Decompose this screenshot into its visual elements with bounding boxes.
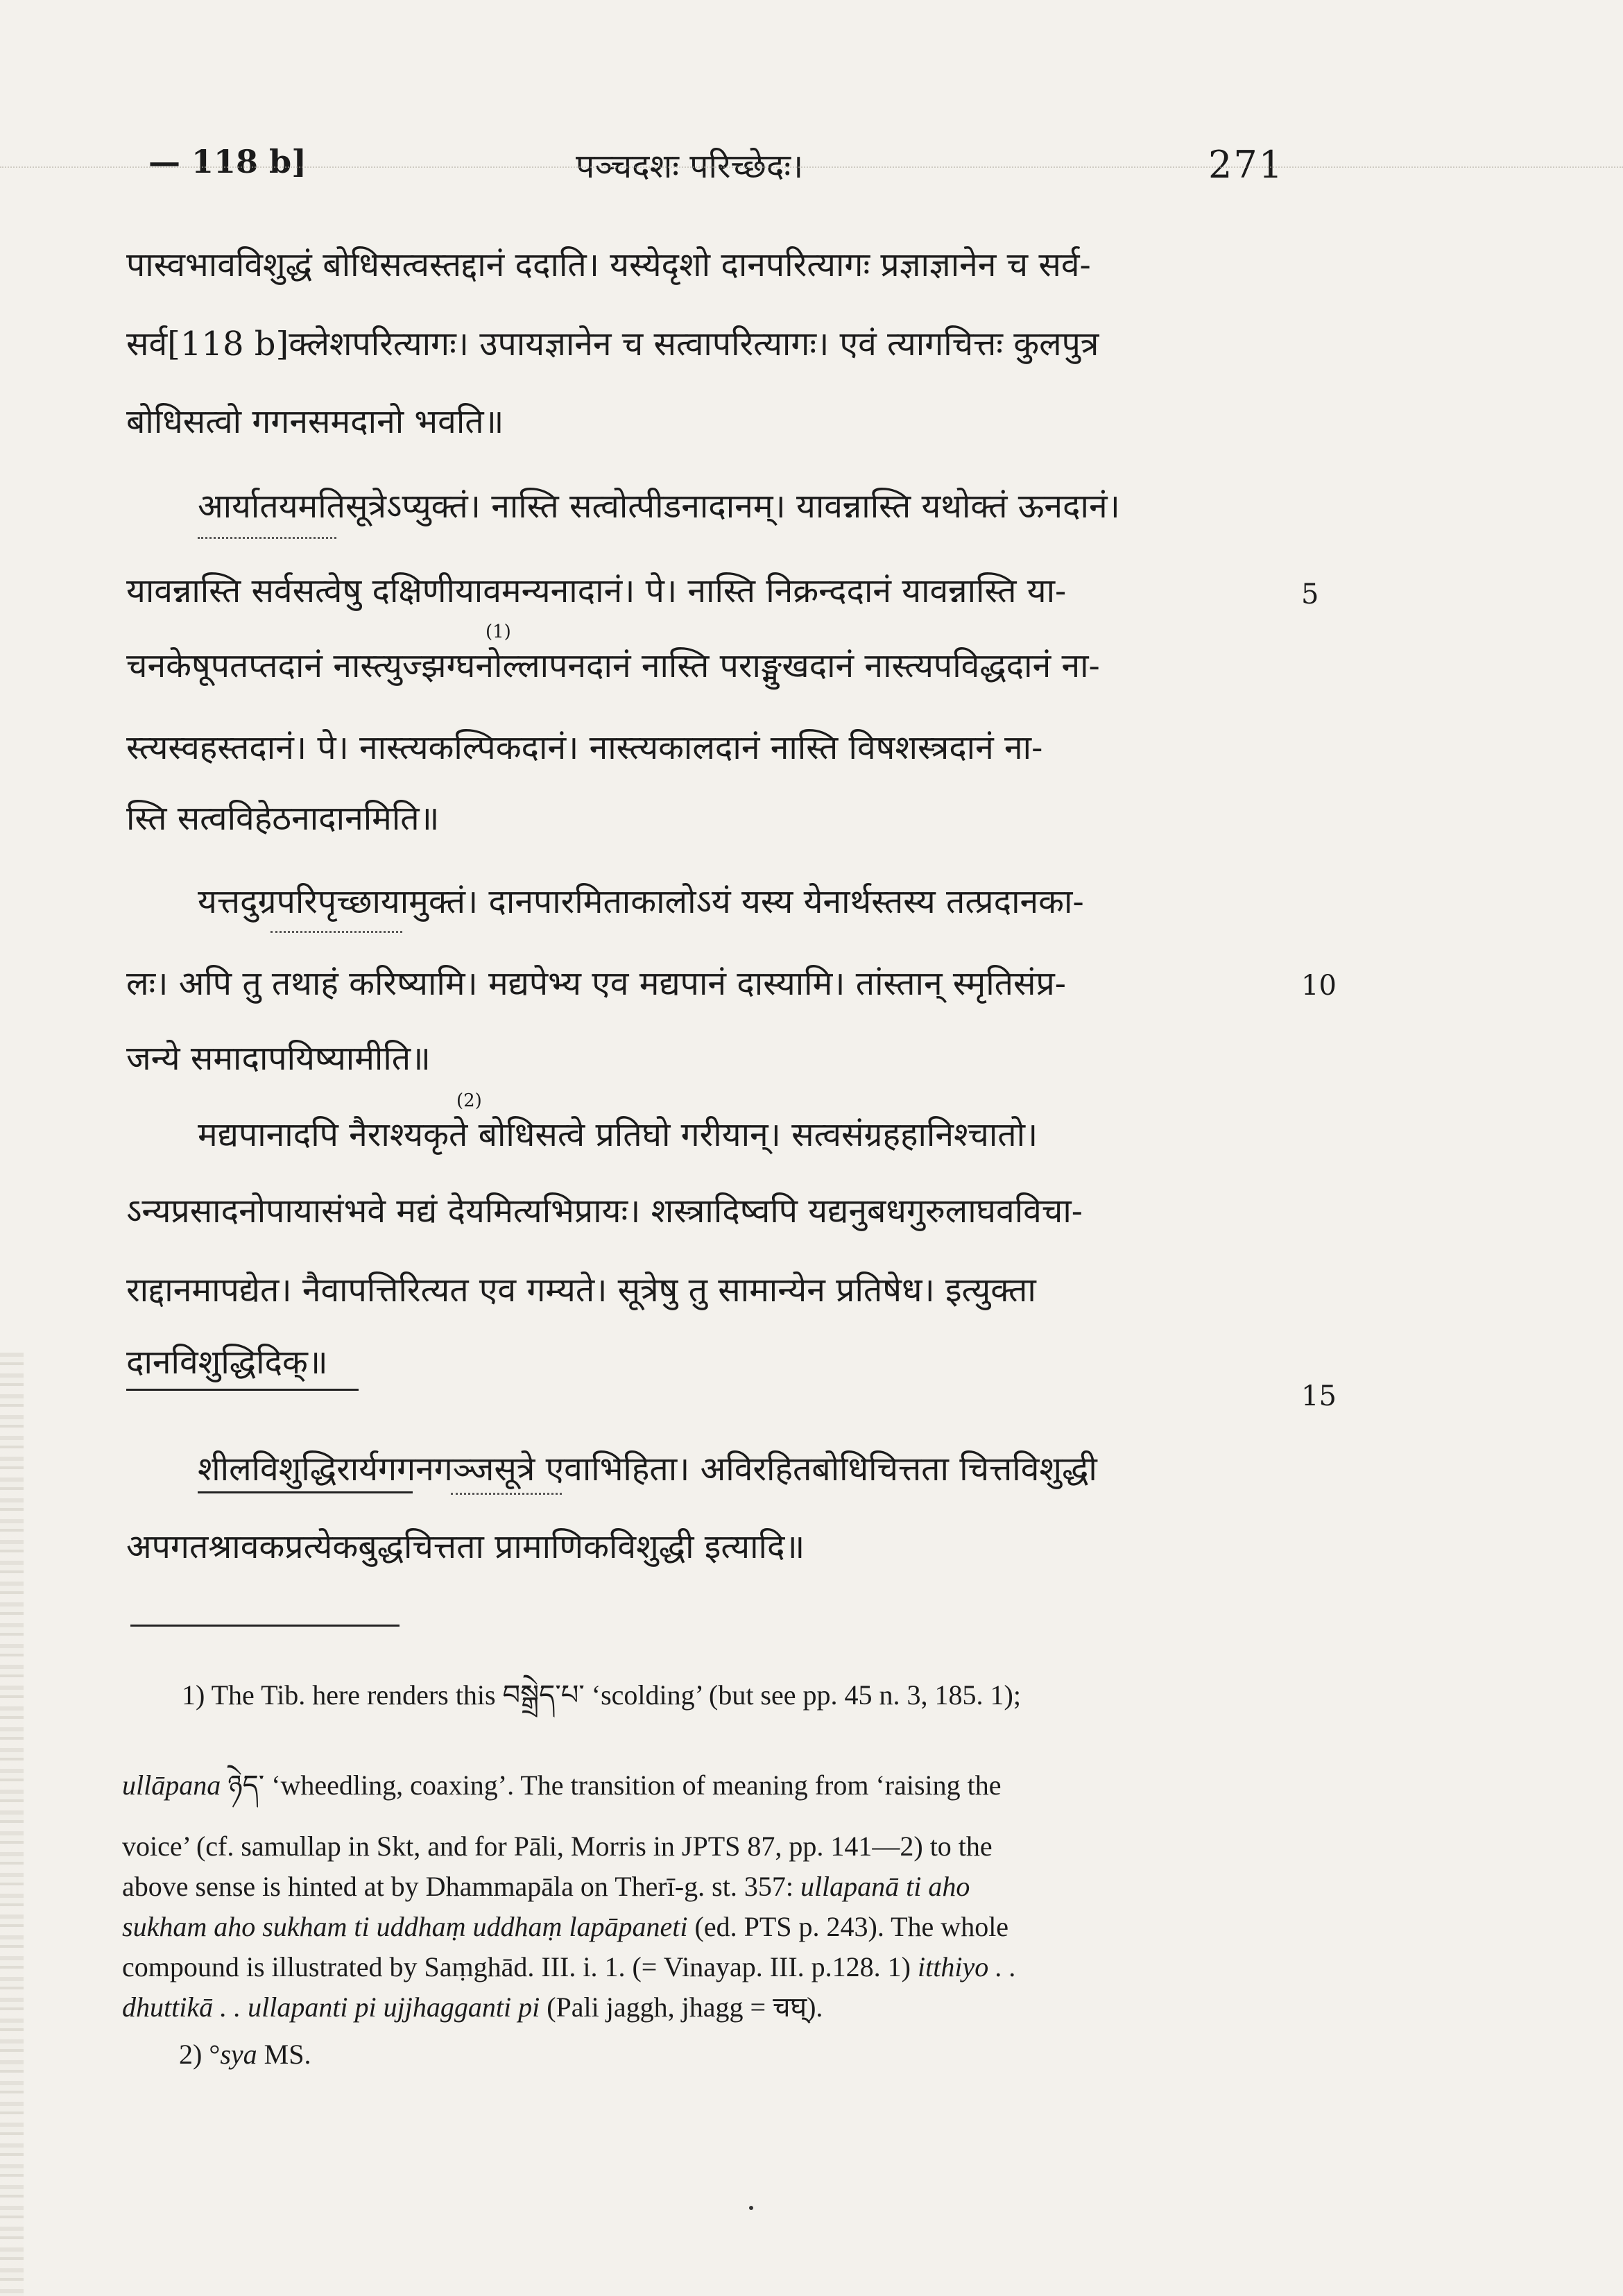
footnote-line [122,1948,1287,1987]
header-rule [0,166,1623,168]
text-line: यावन्नास्ति सर्वसत्वेषु दक्षिणीयावमन्यनादानं। पे। नास्ति निक्रन्ददानं यावन्नास्ति या- [126,572,1067,610]
text-line: आर्यातयमतिसूत्रेऽप्युक्तं। नास्ति सत्वोत्पीडनादानम्। यावन्नास्ति यथोक्तं ऊनदानं। [198,487,1120,526]
footnote-separator [130,1625,400,1627]
line-number: 15 [1301,1380,1337,1412]
text-line: शीलविशुद्धिरार्यगगनगञ्जसूत्रे एवाभिहिता। अविरहितबोधिचित्तता चित्तविशुद्धी [198,1450,1097,1489]
text-line: सर्व[118 b]क्लेशपरित्यागः। उपायज्ञानेन च सत्वापरित्यागः। एवं त्यागचित्तः कुलपुत्र [126,325,1099,363]
page-edge-shadow [0,1353,24,2296]
footnote-text: ཉེད་ ‘wheedling, coaxing’. The transition of meaning from ‘raising the [221,1770,1002,1801]
text-line: दानविशुद्धिदिक्॥ [126,1343,328,1382]
text-line: यत्तदुग्रपरिपृच्छायामुक्तं। दानपारमिताकालोऽयं यस्य येनार्थस्तस्य तत्प्रदानका- [198,882,1084,921]
text-line: अपगतश्रावकप्रत्येकबुद्धचित्तता प्रामाणिकविशुद्धी इत्यादि॥ [126,1527,805,1566]
text-line: राद्दानमापद्येत। नैवापत्तिरित्यत एव गम्यते। सूत्रेषु तु सामान्येन प्रतिषेध। इत्युक्ता [126,1271,1036,1310]
text-line: मद्यपानादपि नैराश्यकृते बोधिसत्वे प्रतिघो गरीयान्। सत्वसंग्रहहानिश्चातो। [198,1115,1038,1154]
footnote-text: 2) ° [179,2039,221,2070]
text-line: जन्ये समादापयिष्यामीति॥ [126,1039,431,1078]
footnote-marker: (1) [486,622,511,642]
footnote-italic: ullāpana [122,1770,221,1801]
footnote-marker: (2) [456,1090,482,1111]
footnote-italic: ullapanā ti aho [800,1871,970,1902]
footnote-line [122,1766,1287,1805]
footnote-text: (Pali jaggh, jhagg = चघ्). [540,1991,823,2023]
footnote-italic: sya [220,2039,257,2070]
line-number: 10 [1301,970,1337,1002]
text-line: ऽन्यप्रसादनोपायासंभवे मद्यं देयमित्यभिप्रायः। शस्त्रादिष्वपि यद्यनुबधगुरुलाघवविचा- [126,1192,1083,1231]
footnote-text: compound is illustrated by Saṃghād. III. i. 1. (= Vinayap. III. p.128. 1) [122,1951,918,1982]
footnote-line [122,1908,1287,1946]
underline [198,1491,413,1493]
footnote-line: voice’ (cf. samullap in Skt, and for Pāli, Morris in JPTS 87, pp. 141—2) to the [122,1831,993,1862]
wavy-underline [451,1493,562,1495]
text-line: पास्वभावविशुद्धं बोधिसत्वस्तद्दानं ददाति। यस्येदृशो दानपरित्यागः प्रज्ञाज्ञानेन च सर्व- [126,246,1091,284]
header-chapter-title: पञ्चदशः परिच्छेदः। [576,147,804,186]
footnote-line [179,2035,1344,2074]
wavy-underline [198,537,336,539]
wavy-underline [270,931,402,933]
footnote-italic: sukham aho sukham ti uddhaṃ uddhaṃ lapāpaneti [122,1911,688,1942]
text-line: चनकेषूपतप्तदानं नास्त्युज्झग्घनोल्लापनदानं नास्ति पराङ्मुखदानं नास्त्यपविद्धदानं ना- [126,646,1100,685]
footnote-line: 1) The Tib. here renders this བསྒྲེད་པ་ ‘scolding’ (but see pp. 45 n. 3, 185. 1); [182,1679,1021,1711]
text-line: स्ति सत्वविहेठनादानमिति॥ [126,799,440,838]
footnote-text: MS. [257,2039,311,2070]
page-number: 271 [1208,143,1285,187]
underline [126,1389,359,1391]
footnote-line [122,1867,1287,1906]
header-folio-reference: — 118 b] [148,143,307,180]
text-line: लः। अपि तु तथाहं करिष्यामि। मद्यपेभ्य एव मद्यपानं दास्यामि। तांस्तान् स्मृतिसंप्र- [126,964,1067,1003]
line-number: 5 [1301,579,1319,610]
footnote-text: above sense is hinted at by Dhammapāla on Therī-g. st. 357: [122,1871,800,1902]
footnote-line [122,1988,1287,2027]
text-line: बोधिसत्वो गगनसमदानो भवति॥ [126,402,504,441]
text-line: स्त्यस्वहस्तदानं। पे। नास्त्यकल्पिकदानं। नास्त्यकालदानं नास्ति विषशस्त्रदानं ना- [126,728,1043,767]
stray-mark [749,2206,753,2210]
footnote-text: (ed. PTS p. 243). The whole [687,1911,1009,1942]
footnote-italic: dhuttikā . . ullapanti pi ujjhagganti pi [122,1991,540,2023]
footnote-italic: itthiyo . . [918,1951,1017,1982]
